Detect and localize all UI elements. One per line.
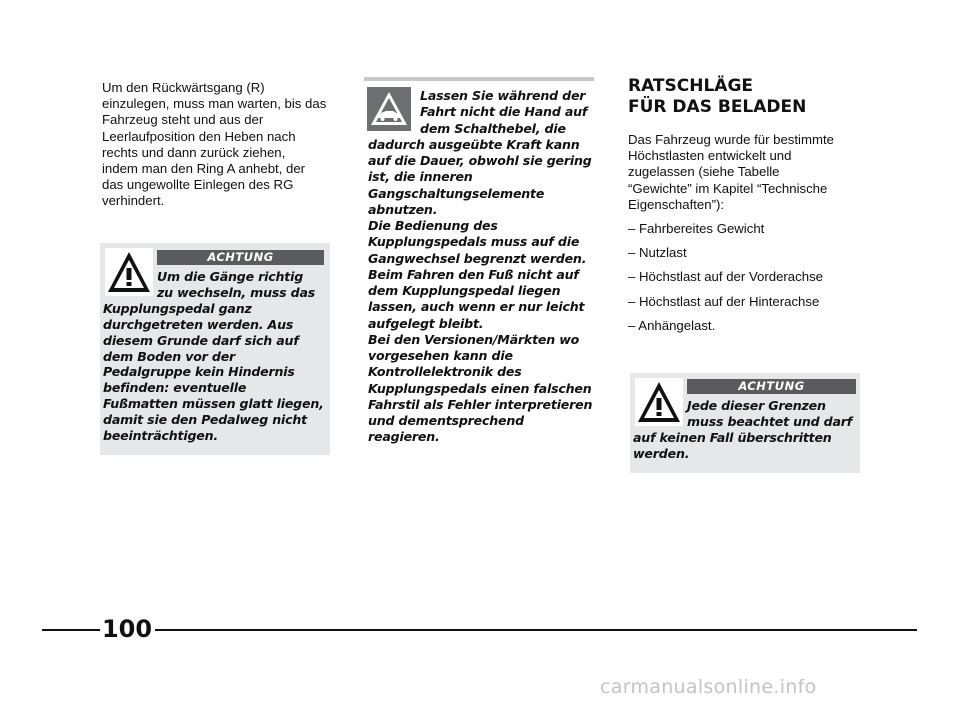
watermark: carmanualsonline.info (600, 676, 817, 698)
warning-line: befinden: eventuelle (103, 380, 247, 396)
page-number: 100 (101, 615, 153, 643)
warning-line: Fußmatten müssen glatt liegen, (103, 396, 324, 412)
advice-line: Gangschaltungselemente (368, 185, 545, 201)
text-line: “Gewichte” im Kapitel “Technische (628, 180, 828, 196)
advice-line: Fahrt nicht die Hand auf (420, 104, 588, 120)
warning-line: werden. (633, 445, 690, 461)
advice-line: auf die Dauer, obwohl sie gering (368, 153, 592, 168)
footer-rule (155, 629, 917, 631)
reverse-gear-paragraph (102, 80, 334, 210)
advice-line: aufgelegt bleibt. (368, 315, 484, 331)
text-line: zugelassen (siehe Tabelle (628, 164, 780, 180)
advice-line: lassen, auch wenn er nur leicht (368, 299, 585, 315)
warning-line: zu wechseln, muss das (157, 284, 316, 300)
text-line: rechts und dann zurück ziehen, (102, 144, 286, 160)
advice-line: vorgesehen kann die (368, 348, 513, 363)
advice-line: Beim Fahren den Fuß nicht auf (368, 266, 579, 282)
text-line: Um den Rückwärtsgang (R) (102, 80, 265, 95)
achtung-label: ACHTUNG (687, 379, 856, 394)
heading-line: FÜR DAS BELADEN (628, 97, 807, 117)
text-line: einzulegen, muss man warten, bis das (102, 96, 327, 112)
warning-line: dem Boden vor der (103, 348, 236, 364)
warning-line: auf keinen Fall überschritten (633, 429, 832, 445)
advice-line: Kupplungspedals muss auf die (368, 234, 580, 250)
advice-line: ist, die inneren (368, 169, 473, 185)
text-line: Fahrzeug steht und aus der (102, 112, 264, 128)
list-item: – Anhängelast. (628, 317, 716, 333)
warning-line: damit sie den Pedalweg nicht (103, 412, 307, 428)
warning-line: Pedalgruppe kein Hindernis (103, 364, 295, 380)
text-line: verhindert. (102, 193, 165, 209)
warning-line: Um die Gänge richtig (157, 269, 304, 284)
advice-line: Lassen Sie während der (420, 88, 586, 103)
loading-advice (628, 132, 858, 334)
advice-line: Fahrstil als Fehler interpretieren (368, 396, 593, 412)
warning-line: beeinträchtigen. (103, 428, 218, 444)
advice-line: dadurch ausgeübte Kraft kann (368, 136, 580, 152)
list-item: – Höchstlast auf der Hinterachse (628, 293, 820, 309)
loading-intro (628, 132, 858, 213)
advice-line: dem Schalthebel, die (420, 120, 566, 136)
warning-text (103, 269, 324, 444)
warning-box-gear-change (100, 243, 330, 455)
advice-line: Kontrollelektronik des (368, 364, 522, 380)
warning-box-load-limits (630, 373, 860, 473)
advice-line: Kupplungspedals einen falschen (368, 380, 592, 396)
advice-line: dem Kupplungspedal liegen (368, 283, 561, 298)
text-line: Leerlaufposition den Heben nach (102, 128, 296, 144)
advice-line: Bei den Versionen/Märkten wo (368, 331, 580, 347)
advice-line: Die Bedienung des (368, 218, 498, 233)
text-line: Das Fahrzeug wurde für bestimmte (628, 132, 834, 147)
list-item: – Höchstlast auf der Vorderachse (628, 269, 823, 285)
advice-line: reagieren. (368, 429, 440, 445)
warning-line: Jede dieser Grenzen (687, 398, 826, 413)
text-line: indem man den Ring A anhebt, der (102, 161, 306, 177)
warning-line: diesem Grunde darf sich auf (103, 332, 299, 348)
footer-rule (42, 629, 100, 631)
achtung-label: ACHTUNG (157, 250, 324, 265)
text-line: Höchstlasten entwickelt und (628, 148, 792, 164)
text-line: Eigenschaften”): (628, 196, 725, 212)
text-line: das ungewollte Einlegen des RG (102, 177, 294, 193)
advice-line: und dementsprechend (368, 413, 524, 428)
heading-line: RATSCHLÄGE (628, 76, 754, 96)
gear-lever-advice (368, 88, 602, 446)
warning-line: durchgetreten werden. Aus (103, 316, 294, 332)
section-heading (628, 76, 806, 118)
list-item: – Fahrbereites Gewicht (628, 221, 765, 237)
warning-line: muss beachtet und darf (687, 413, 853, 429)
section-divider (364, 77, 594, 81)
warning-line: Kupplungspedal ganz (103, 300, 252, 316)
advice-line: abnutzen. (368, 201, 438, 217)
list-item: – Nutzlast (628, 245, 687, 261)
warning-text (633, 398, 852, 462)
advice-line: Gangwechsel begrenzt werden. (368, 250, 587, 266)
